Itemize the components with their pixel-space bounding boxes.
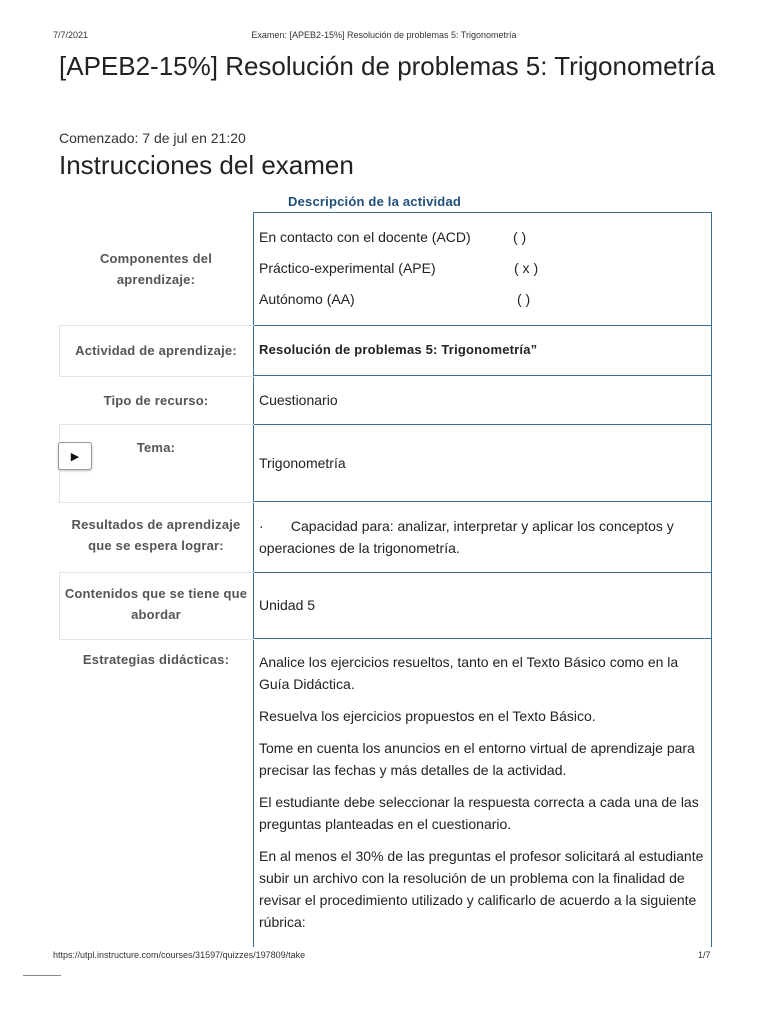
strategy-paragraph: Analice los ejercicios resueltos, tanto en el Texto Básico como en la Guía Didáctica. bbox=[259, 654, 679, 692]
row-divider bbox=[253, 375, 712, 376]
learning-results-label: Resultados de aprendizaje que se espera lograr: bbox=[71, 517, 241, 553]
page-number: 1/7 bbox=[698, 950, 711, 960]
component-option-label: Práctico-experimental (APE) bbox=[259, 260, 436, 276]
component-option-label: Autónomo (AA) bbox=[259, 291, 355, 307]
activity-label: Actividad de aprendizaje: bbox=[75, 343, 237, 358]
row-divider bbox=[253, 325, 712, 326]
row-divider bbox=[253, 212, 712, 213]
topic-value: Trigonometría bbox=[259, 455, 346, 471]
row-divider bbox=[253, 638, 712, 639]
component-option-mark: ( ) bbox=[517, 291, 531, 307]
strategy-paragraph: Tome en cuenta los anuncios en el entorno virtual de aprendizaje para precisar las fechas y más detalles de la actividad. bbox=[259, 740, 695, 778]
play-icon: ▶ bbox=[70, 450, 80, 463]
started-timestamp: Comenzado: 7 de jul en 21:20 bbox=[59, 130, 246, 146]
description-column-header: Descripción de la actividad bbox=[288, 194, 462, 209]
component-option-label: En contacto con el docente (ACD) bbox=[259, 229, 471, 245]
component-option-mark: ( x ) bbox=[514, 260, 539, 276]
row-divider bbox=[253, 424, 712, 425]
contents-label: Contenidos que se tiene que abordar bbox=[64, 586, 248, 622]
strategy-paragraph: El estudiante debe seleccionar la respuesta correcta a cada una de las preguntas planteadas en el cuestionario. bbox=[259, 794, 699, 832]
components-label: Componentes del aprendizaje: bbox=[99, 251, 213, 287]
strategy-paragraph: Resuelva los ejercicios propuestos en el Texto Básico. bbox=[259, 708, 596, 724]
strategy-paragraph: En al menos el 30% de las preguntas el profesor solicitará al estudiante subir un archivo con la resolución de un problema con la finalidad de revisar el procedimiento utilizado y calificarlo de acuerdo a la siguiente rúbrica: bbox=[259, 848, 704, 930]
row-divider bbox=[253, 572, 712, 573]
instructions-heading: Instrucciones del examen bbox=[59, 150, 354, 180]
print-url: https://utpl.instructure.com/courses/31597/quizzes/197809/take bbox=[53, 950, 306, 960]
table-right-border bbox=[711, 212, 712, 947]
exam-title: [APEB2-15%] Resolución de problemas 5: Trigonometría bbox=[59, 51, 716, 81]
resource-type-value: Cuestionario bbox=[259, 392, 338, 408]
strategies-list bbox=[259, 651, 707, 933]
strategies-label: Estrategias didácticas: bbox=[82, 652, 230, 667]
print-date: 7/7/2021 bbox=[53, 30, 89, 40]
contents-value: Unidad 5 bbox=[259, 597, 316, 613]
topic-label: Tema: bbox=[136, 440, 176, 455]
print-doc-title: Examen: [APEB2-15%] Resolución de problemas 5: Trigonometría bbox=[251, 30, 517, 40]
learning-results-value: · Capacidad para: analizar, interpretar y aplicar los conceptos y operaciones de la trigonometría. bbox=[259, 518, 678, 556]
resource-type-label: Tipo de recurso: bbox=[103, 393, 209, 408]
row-divider bbox=[253, 501, 712, 502]
footer-divider bbox=[23, 975, 61, 976]
component-option-mark: ( ) bbox=[513, 229, 527, 245]
activity-value: Resolución de problemas 5: Trigonometría” bbox=[259, 342, 538, 357]
